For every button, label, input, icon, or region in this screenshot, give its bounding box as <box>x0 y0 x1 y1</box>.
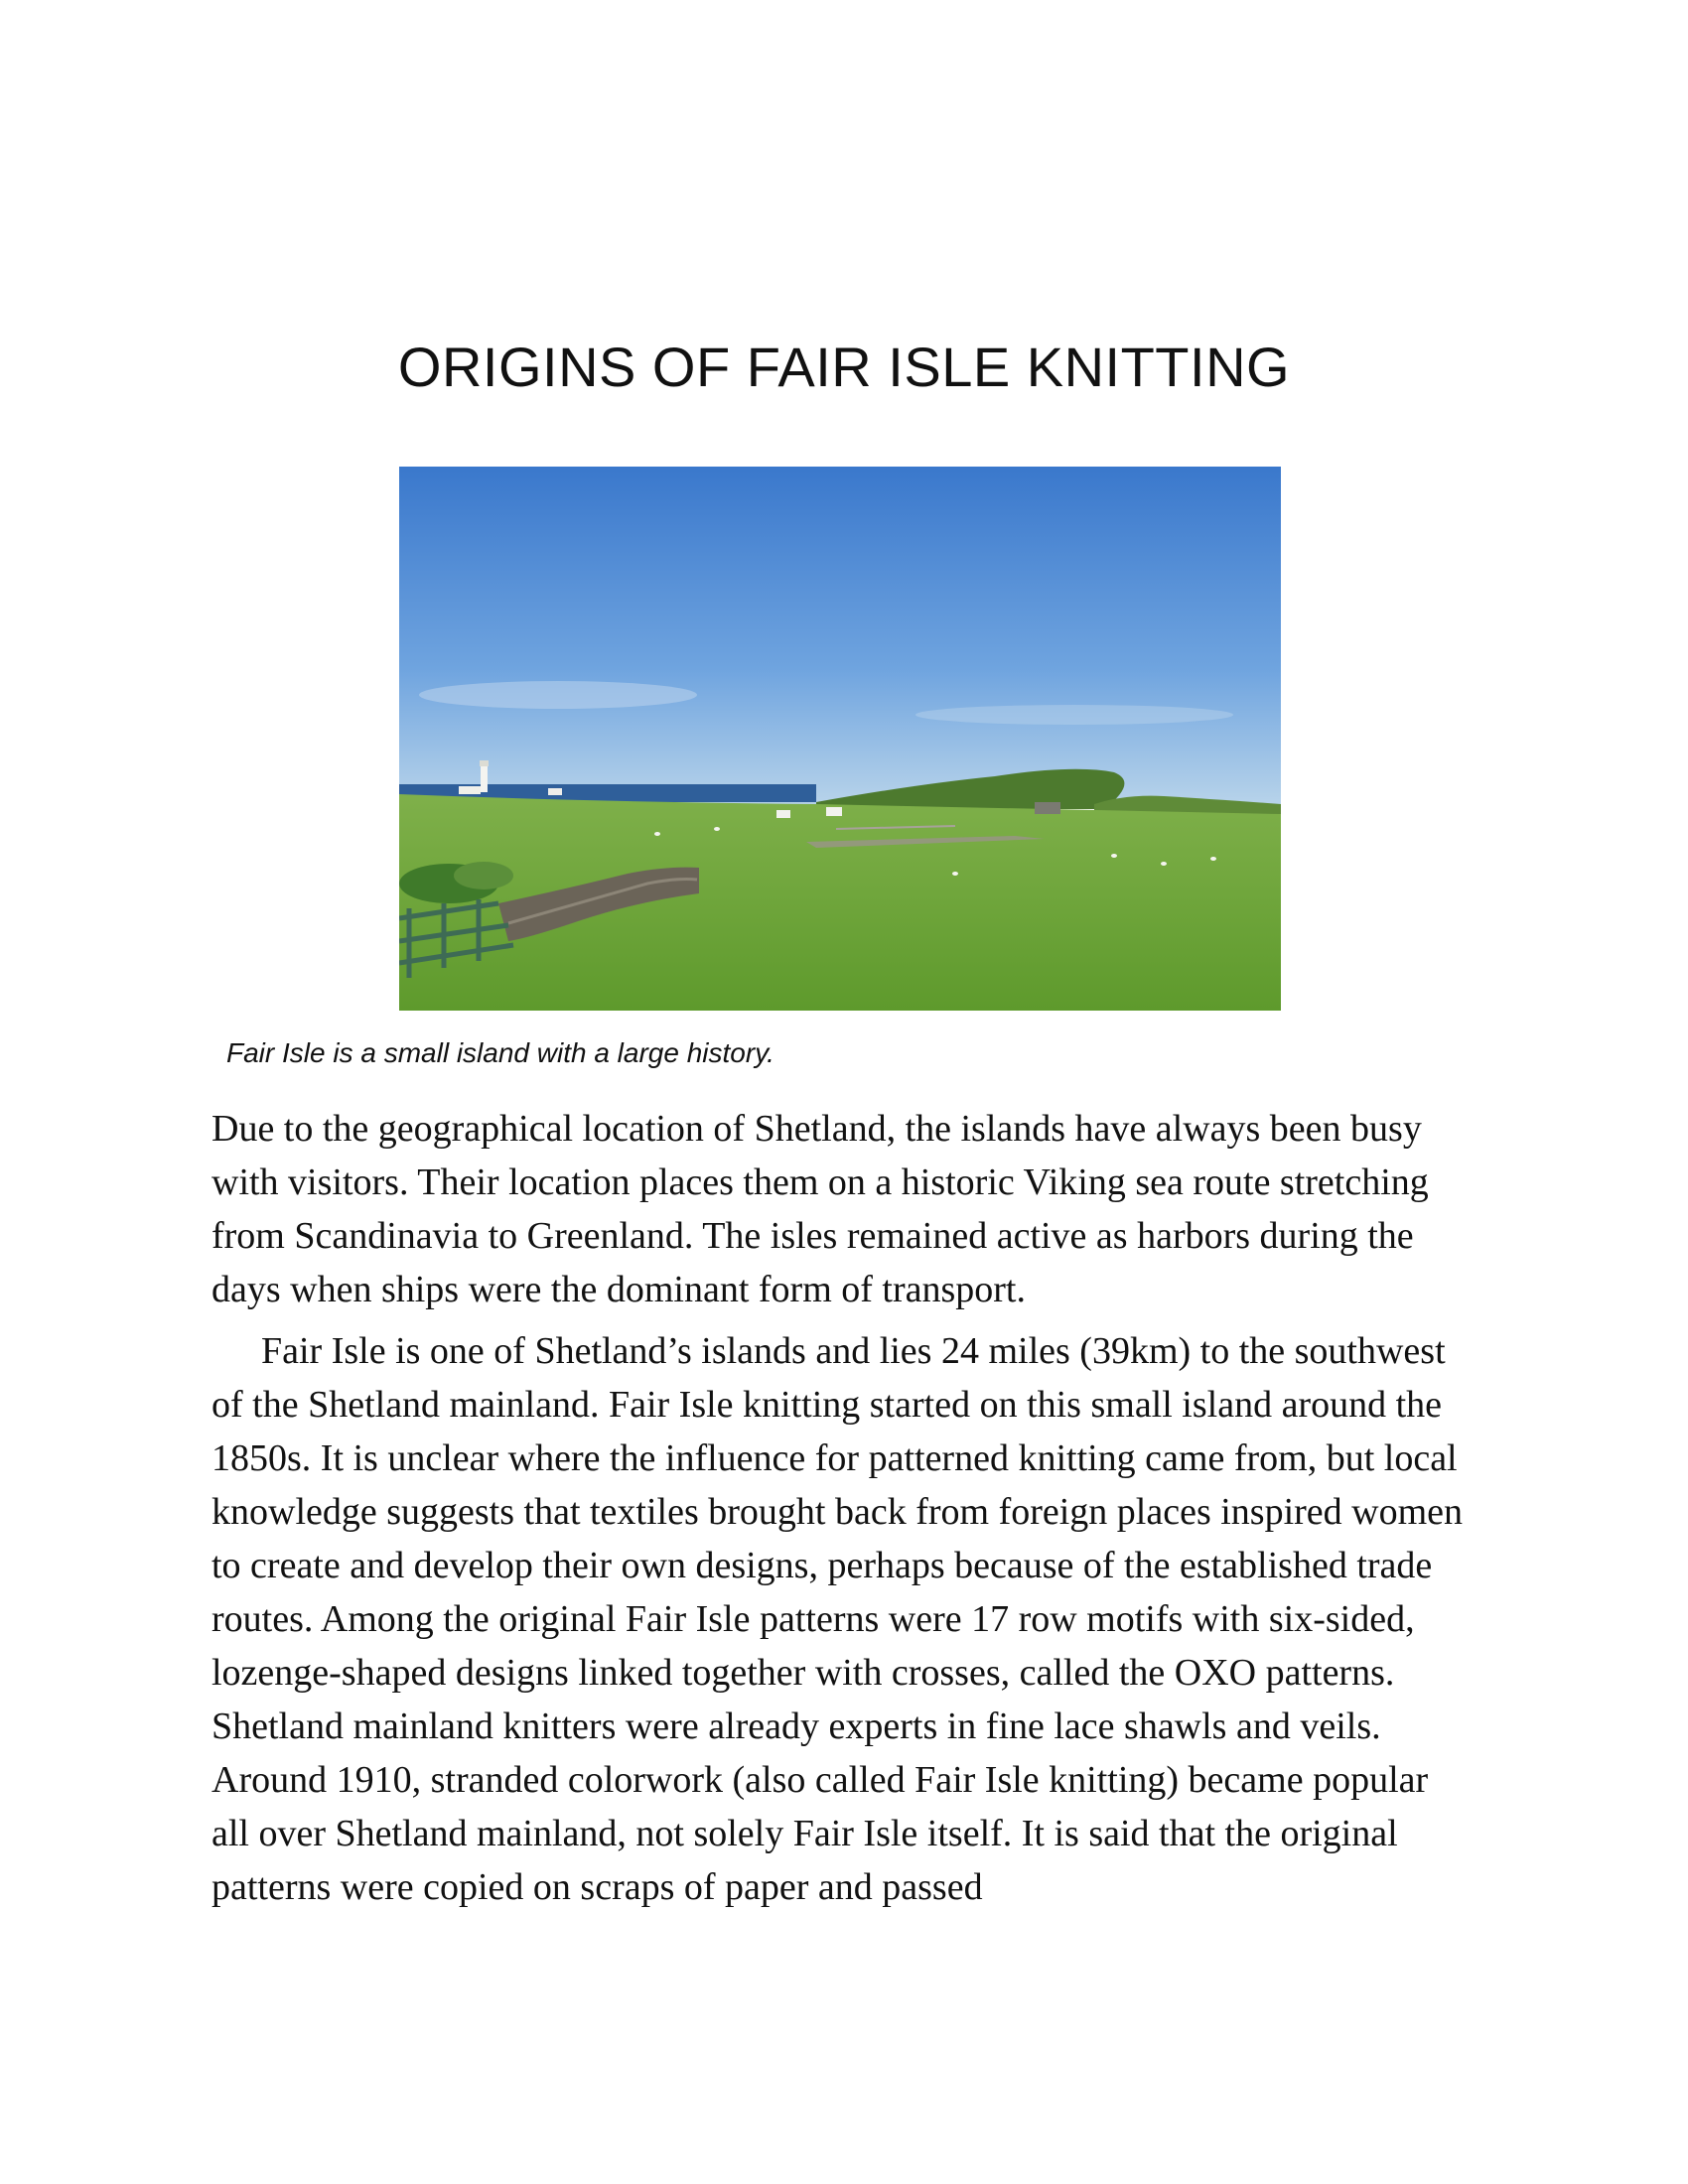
shrub <box>454 862 513 889</box>
ruin-building <box>1035 802 1060 814</box>
cloud <box>915 705 1233 725</box>
page-title: ORIGINS OF FAIR ISLE KNITTING <box>397 336 1291 398</box>
house <box>459 786 481 794</box>
cloud <box>419 681 697 709</box>
sky <box>399 467 1281 804</box>
paragraph: Due to the geographical location of Shetland, the islands have always been busy with visitors. Their location places them on a historic Viking sea route stretching from Scandinavia to Greenland. The isles remained active as harbors during the days when ships were the dominant form of transport. <box>211 1108 1429 1310</box>
paragraph: Fair Isle is one of Shetland’s islands and lies 24 miles (39km) to the southwest of the Shetland mainland. Fair Isle knitting started on this small island around the 1850s. It is unclear where the influence for patterned knitting came from, but local knowledge suggests that textiles brought back from foreign places inspired women to create and develop their own designs, perhaps because of the established trade routes. Among the original Fair Isle patterns were 17 row motifs with six-sided, lozenge-shaped designs linked together with crosses, called the OXO patterns. Shetland mainland knitters were already experts in fine lace shawls and veils. Around 1910, stranded colorwork (also called Fair Isle knitting) became popular all over Shetland mainland, not solely Fair Isle itself. It is said that the original patterns were copied on scraps of paper and passed <box>211 1330 1464 1908</box>
house <box>826 807 842 816</box>
figure-caption: Fair Isle is a small island with a large history. <box>226 1037 774 1068</box>
fair-isle-landscape-photo <box>399 467 1281 1011</box>
landscape-illustration <box>399 467 1281 1011</box>
house <box>548 788 562 795</box>
lighthouse <box>481 764 488 792</box>
house <box>776 810 790 818</box>
article-body <box>211 1102 1473 1922</box>
lighthouse-lamp <box>480 760 489 766</box>
